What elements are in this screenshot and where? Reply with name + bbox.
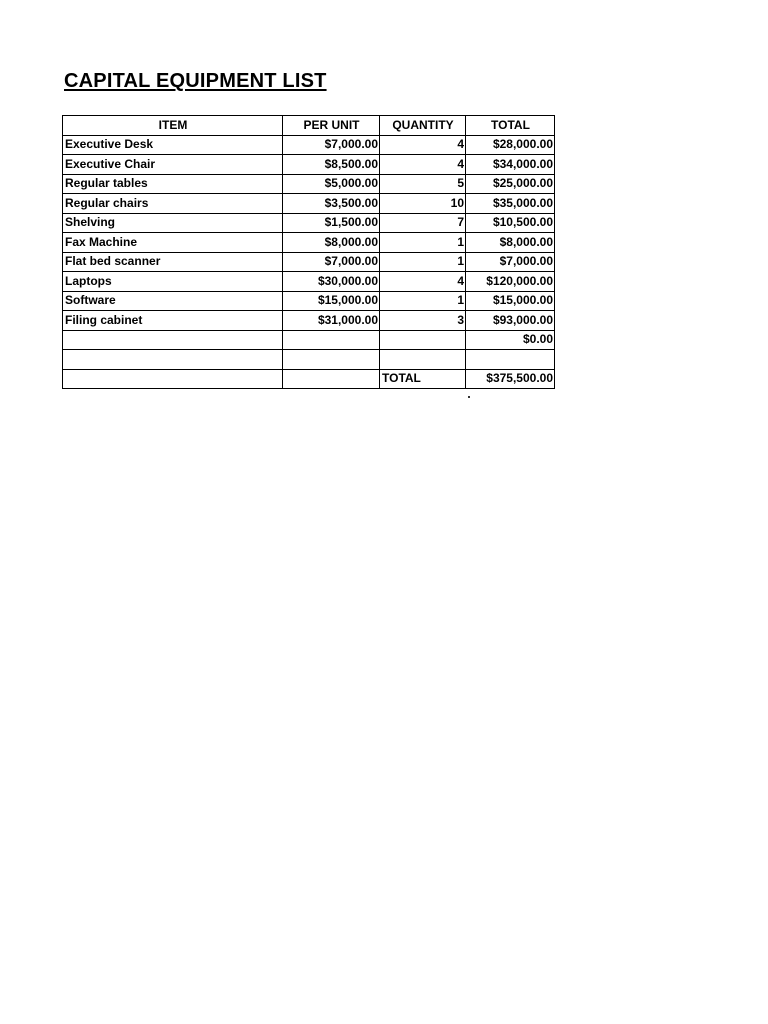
- quantity-cell: 1: [380, 233, 466, 253]
- item-cell: Executive Desk: [63, 135, 283, 155]
- total-row: [63, 369, 555, 389]
- total-cell: $8,000.00: [466, 233, 555, 253]
- total-cell: $0.00: [466, 330, 555, 350]
- quantity-cell: 4: [380, 272, 466, 292]
- item-cell: Laptops: [63, 272, 283, 292]
- per-unit-cell: $30,000.00: [283, 272, 380, 292]
- item-cell: Filing cabinet: [63, 311, 283, 331]
- table-row: [63, 272, 555, 292]
- per-unit-cell: $7,000.00: [283, 135, 380, 155]
- quantity-cell: 4: [380, 155, 466, 175]
- per-unit-cell: [283, 350, 380, 370]
- per-unit-cell: $5,000.00: [283, 174, 380, 194]
- item-cell: Regular tables: [63, 174, 283, 194]
- item-cell: [63, 350, 283, 370]
- item-cell: Executive Chair: [63, 155, 283, 175]
- per-unit-cell: $31,000.00: [283, 311, 380, 331]
- per-unit-cell: $8,500.00: [283, 155, 380, 175]
- item-cell: Fax Machine: [63, 233, 283, 253]
- per-unit-cell: [283, 330, 380, 350]
- table-header-row: [63, 116, 555, 136]
- quantity-cell: 1: [380, 291, 466, 311]
- quantity-cell: [380, 350, 466, 370]
- item-cell: Software: [63, 291, 283, 311]
- total-cell: [466, 350, 555, 370]
- per-unit-cell: $15,000.00: [283, 291, 380, 311]
- table-row: [63, 252, 555, 272]
- table-row: [63, 194, 555, 214]
- table-row: [63, 311, 555, 331]
- page-title: CAPITAL EQUIPMENT LIST: [64, 70, 327, 92]
- item-cell: Flat bed scanner: [63, 252, 283, 272]
- quantity-cell: 4: [380, 135, 466, 155]
- table-row: [63, 350, 555, 370]
- quantity-cell: 7: [380, 213, 466, 233]
- total-cell: $93,000.00: [466, 311, 555, 331]
- quantity-cell: 5: [380, 174, 466, 194]
- stray-mark: [468, 396, 470, 398]
- table-row: [63, 155, 555, 175]
- equipment-table: [62, 115, 555, 389]
- item-cell: [63, 330, 283, 350]
- quantity-cell: [380, 330, 466, 350]
- total-cell: $35,000.00: [466, 194, 555, 214]
- table-row: [63, 135, 555, 155]
- total-label: TOTAL: [380, 369, 466, 389]
- per-unit-cell: $7,000.00: [283, 252, 380, 272]
- table-row: [63, 291, 555, 311]
- total-cell: $34,000.00: [466, 155, 555, 175]
- item-cell: Regular chairs: [63, 194, 283, 214]
- empty-cell: [283, 369, 380, 389]
- quantity-cell: 1: [380, 252, 466, 272]
- total-cell: $28,000.00: [466, 135, 555, 155]
- per-unit-cell: $3,500.00: [283, 194, 380, 214]
- quantity-cell: 10: [380, 194, 466, 214]
- column-header-total: TOTAL: [466, 116, 555, 136]
- column-header-quantity: QUANTITY: [380, 116, 466, 136]
- item-cell: Shelving: [63, 213, 283, 233]
- table-row: [63, 213, 555, 233]
- total-cell: $7,000.00: [466, 252, 555, 272]
- total-cell: $15,000.00: [466, 291, 555, 311]
- total-cell: $25,000.00: [466, 174, 555, 194]
- table-row: [63, 174, 555, 194]
- table-row: [63, 233, 555, 253]
- table-row: [63, 330, 555, 350]
- per-unit-cell: $1,500.00: [283, 213, 380, 233]
- quantity-cell: 3: [380, 311, 466, 331]
- column-header-item: ITEM: [63, 116, 283, 136]
- total-cell: $120,000.00: [466, 272, 555, 292]
- total-cell: $10,500.00: [466, 213, 555, 233]
- column-header-per-unit: PER UNIT: [283, 116, 380, 136]
- per-unit-cell: $8,000.00: [283, 233, 380, 253]
- empty-cell: [63, 369, 283, 389]
- grand-total-value: $375,500.00: [466, 369, 555, 389]
